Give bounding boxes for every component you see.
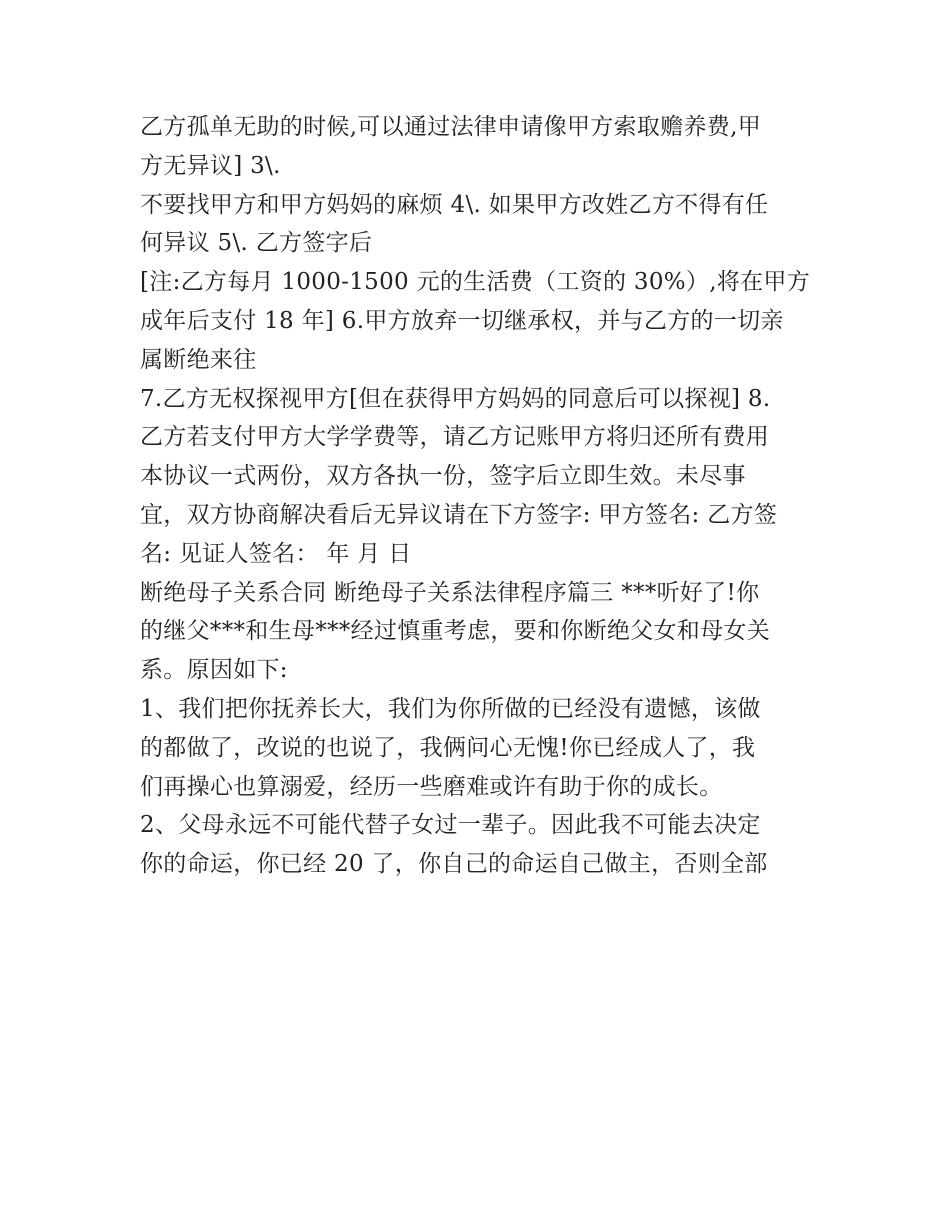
text-line: 们再操心也算溺爱，经历一些磨难或许有助于你的成长。 (140, 773, 723, 800)
text-line: 1、我们把你抚养长大，我们为你所做的已经没有遗憾，该做 (140, 695, 761, 722)
text-line: 本协议一式两份，双方各执一份，签字后立即生效。未尽事 (140, 463, 746, 490)
text-line: 2、父母永远不可能代替子女过一辈子。因此我不可能去决定 (140, 812, 761, 839)
text-line: 的继父***和生母***经过慎重考虑，要和你断绝父女和母女关 (140, 618, 770, 645)
text-line: 乙方若支付甲方大学学费等，请乙方记账甲方将归还所有费用 (140, 424, 770, 451)
text-line: 的都做了，改说的也说了，我俩问心无愧!你已经成人了，我 (140, 734, 756, 761)
text-line: 何异议 5\. 乙方签字后 (140, 230, 373, 257)
text-line: 7.乙方无权探视甲方[但在获得甲方妈妈的同意后可以探视] 8. (140, 385, 771, 412)
text-line: 宜，双方协商解决看后无异议请在下方签字: 甲方签名: 乙方签 (140, 501, 778, 528)
text-line: 属断绝来往 (140, 346, 257, 373)
text-line: 不要找甲方和甲方妈妈的麻烦 4\. 如果甲方改姓乙方不得有任 (140, 191, 769, 218)
text-line: 系。原因如下: (140, 657, 288, 684)
text-line: 你的命运，你已经 20 了，你自己的命运自己做主，否则全部 (140, 851, 768, 878)
text-line: 成年后支付 18 年] 6.甲方放弃一切继承权，并与乙方的一切亲 (140, 307, 784, 334)
text-line: 断绝母子关系合同 断绝母子关系法律程序篇三 ***听好了!你 (140, 579, 760, 606)
text-line: [注:乙方每月 1000-1500 元的生活费（工资的 30%）,将在甲方 (140, 269, 811, 296)
document-body (140, 108, 820, 884)
text-line: 乙方孤单无助的时候,可以通过法律申请像甲方索取赡养费,甲 (140, 114, 762, 140)
text-line: 方无异议] 3\. (140, 152, 281, 179)
text-line: 名: 见证人签名： 年 月 日 (140, 540, 412, 567)
